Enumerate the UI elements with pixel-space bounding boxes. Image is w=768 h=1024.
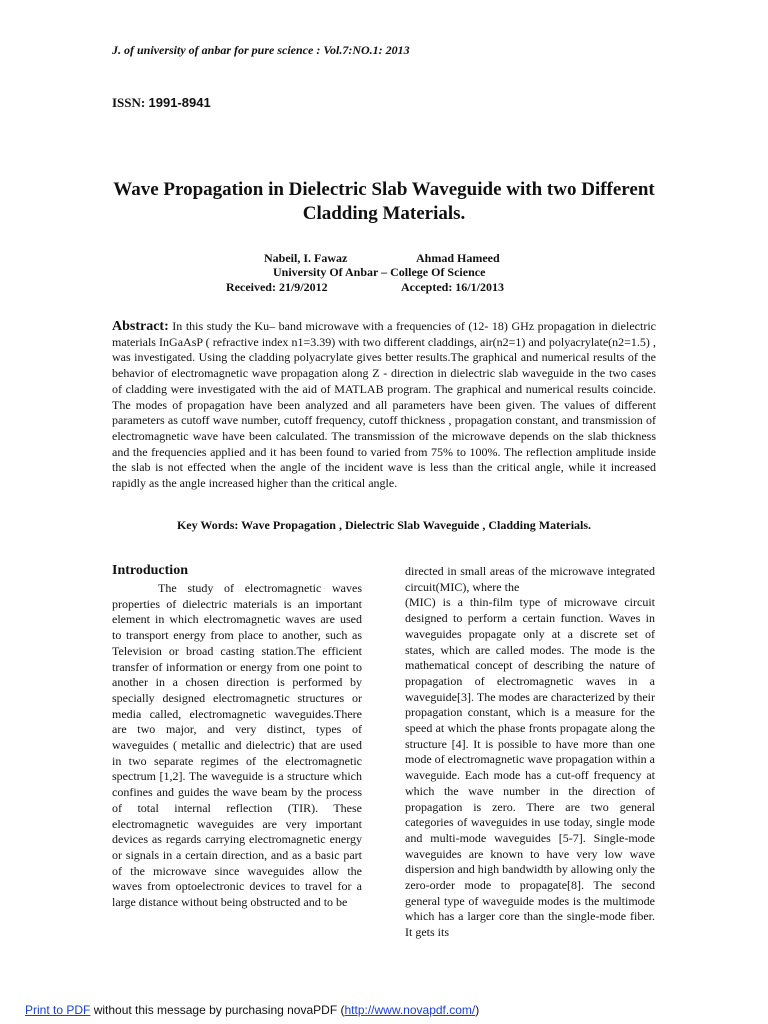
abstract-text: In this study the Ku– band microwave with a frequencies of (12- 18) GHz propagation in dielectric materials InGaAsP ( refractive index n1=3.39) with two different claddings, air(n2=1) and polyacrylate(n2=1.5) , was investigated. Using the cladding polyacrylate gives better results.The graphical and numerical results of the behavior of electromagnetic wave propagation along Z - direction in dielectric slab waveguide in the two cases of cladding were investigated with the aid of MATLAB program. The graphical and numerical results coincide. The modes of propagation have been analyzed and all parameters have been given. The values of different parameters as cutoff wave number, cutoff frequency, cutoff thickness , propagation constant, and transmission of electromagnetic wave have been calculated. The transmission of the microwave depends on the slab thickness and the frequencies applied and it has been found to varied from 75% to 100%. The reflection amplitude inside the slab is not effected when the angle of the incident wave is less than the critical angle, while it increased rapidly as the angle increased higher than the critical angle. [112,319,656,491]
author-1: Nabeil, I. Fawaz [264,251,348,265]
footer-text: without this message by purchasing novaPDF ( [90,1003,345,1017]
accepted-date: Accepted: 16/1/2013 [401,280,504,294]
keywords: Key Words: Wave Propagation , Dielectric Slab Waveguide , Cladding Materials. [176,518,592,532]
novapdf-link[interactable]: http://www.novapdf.com/ [344,1003,476,1017]
journal-citation: J. of university of anbar for pure science : Vol.7:NO.1: 2013 [112,43,410,57]
footer-end: ) [475,1003,480,1017]
author-2: Ahmad Hameed [416,251,500,265]
introduction-left-column: The study of electromagnetic waves properties of dielectric materials is an important element in which electromagnetic waves are used to transport energy from place to another, such as Television or broad casting station.The efficient transfer of information or energy from one point to another in a chosen direction is performed by specially designed electromagnetic structures or media called, electromagnetic waveguides.There are two major, and very distinct, types of waveguides ( metallic and dielectric) that are used in two separate regimes of the electromagnetic spectrum [1,2]. The waveguide is a structure which confines and guides the wave beam by the process of total internal reflection (TIR). These electromagnetic waveguides are very important devices as regards carrying electromagnetic energy or signals in a certain direction, and as a basic part of the microwave since waveguides allow the waves from optoelectronic devices to travel for a large distance without being obstructed and to be [112,581,362,910]
abstract-label: Abstract: [112,319,169,334]
introduction-heading: Introduction [112,563,188,578]
issn-label: ISSN: [112,95,146,110]
issn-line [112,95,211,111]
print-footer [25,1003,479,1017]
paper-title: Wave Propagation in Dielectric Slab Waveguide with two Different Cladding Materials. [113,179,655,224]
affiliation: University Of Anbar – College Of Science [273,265,486,279]
print-to-pdf-link[interactable]: Print to PDF [25,1003,91,1017]
introduction-right-column [405,564,655,941]
right-column-para-2: (MIC) is a thin-film type of microwave circuit designed to perform a certain function. Waves in waveguides propagate only at a discrete set of states, which are called modes. The mode is the mathematical concept of describing the nature of propagation of electromagnetic waves in a waveguide[3]. The modes are characterized by their propagation constant, which is a measure for the speed at which the phase fronts propagate along the structure [4]. It is possible to have more than one mode of electromagnetic wave propagation within a waveguide. Each mode has a cut-off frequency at which the wave number in the direction of propagation is zero. There are two general categories of waveguides in use today, single mode and multi-mode waveguides [5-7]. Single-mode waveguides are known to have very low wave dispersion and high bandwidth by allowing only the zero-order mode to propagate[8]. The second general type of waveguide modes is the multimode which has a larger core than the single-mode fiber. It gets its [405,595,655,940]
right-column-para-1: directed in small areas of the microwave integrated circuit(MIC), where the [405,564,655,594]
abstract [112,319,656,492]
issn-number: 1991-8941 [148,95,211,110]
received-date: Received: 21/9/2012 [226,280,328,294]
